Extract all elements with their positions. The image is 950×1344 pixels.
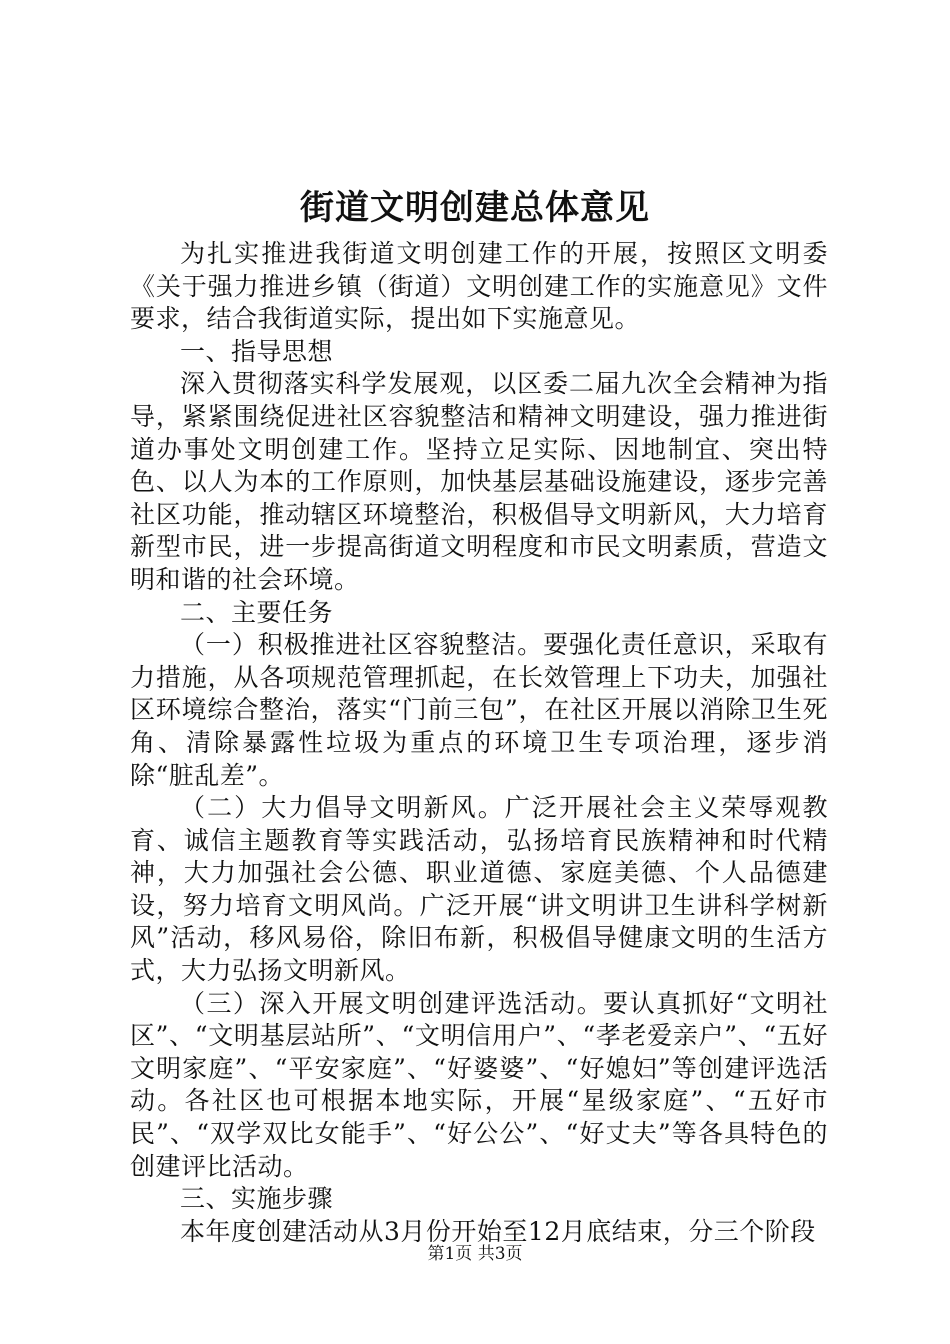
guiding-thought-paragraph: 深入贯彻落实科学发展观，以区委二届九次全会精神为指导，紧紧围绕促进社区容貌整洁和精神文明建设，强力推进街道办事处文明创建工作。坚持立足实际、因地制宜、突出特色、以人为本的工作原则，加快基层基础设施建设，逐步完善社区功能，推动辖区环境整治，积极倡导文明新风，大力培育新型市民，进一步提高街道文明程度和市民文明素质，营造文明和谐的社会环境。: [130, 369, 828, 594]
document-title: 街道文明创建总体意见: [300, 188, 650, 228]
implementation-paragraph: 本年度创建活动从3月份开始至12月底结束，分三个阶段: [180, 1216, 816, 1246]
task-three-paragraph: （三）深入开展文明创建评选活动。要认真抓好“文明社区”、“文明基层站所”、“文明信用户”、“孝老爱亲户”、“五好文明家庭”、“平安家庭”、“好婆婆”、“好媳妇”等创建评选活动。各社区也可根据本地实际，开展“星级家庭”、“五好市民”、“双学双比女能手”、“好公公”、“好丈夫”等各具特色的创建评比活动。: [130, 988, 828, 1181]
document-body: [130, 238, 828, 1248]
page-number-footer: 第1页 共3页: [427, 1244, 523, 1264]
task-one-paragraph: （一）积极推进社区容貌整洁。要强化责任意识，采取有力措施，从各项规范管理抓起，在长效管理上下功夫，加强社区环境综合整治，落实“门前三包”，在社区开展以消除卫生死角、清除暴露性垃圾为重点的环境卫生专项治理，逐步消除“脏乱差”。: [130, 630, 828, 790]
task-two-paragraph: （二）大力倡导文明新风。广泛开展社会主义荣辱观教育、诚信主题教育等实践活动，弘扬培育民族精神和时代精神，大力加强社会公德、职业道德、家庭美德、个人品德建设，努力培育文明风尚。广泛开展“讲文明讲卫生讲科学树新风”活动，移风易俗，除旧布新，积极倡导健康文明的生活方式，大力弘扬文明新风。: [130, 793, 828, 986]
section-heading-implementation-steps: 三、实施步骤: [180, 1184, 334, 1214]
section-heading-main-tasks: 二、主要任务: [180, 597, 334, 627]
intro-paragraph: 为扎实推进我街道文明创建工作的开展，按照区文明委《关于强力推进乡镇（街道）文明创建工作的实施意见》文件要求，结合我街道实际，提出如下实施意见。: [130, 239, 828, 334]
section-heading-guiding-thought: 一、指导思想: [180, 336, 334, 366]
